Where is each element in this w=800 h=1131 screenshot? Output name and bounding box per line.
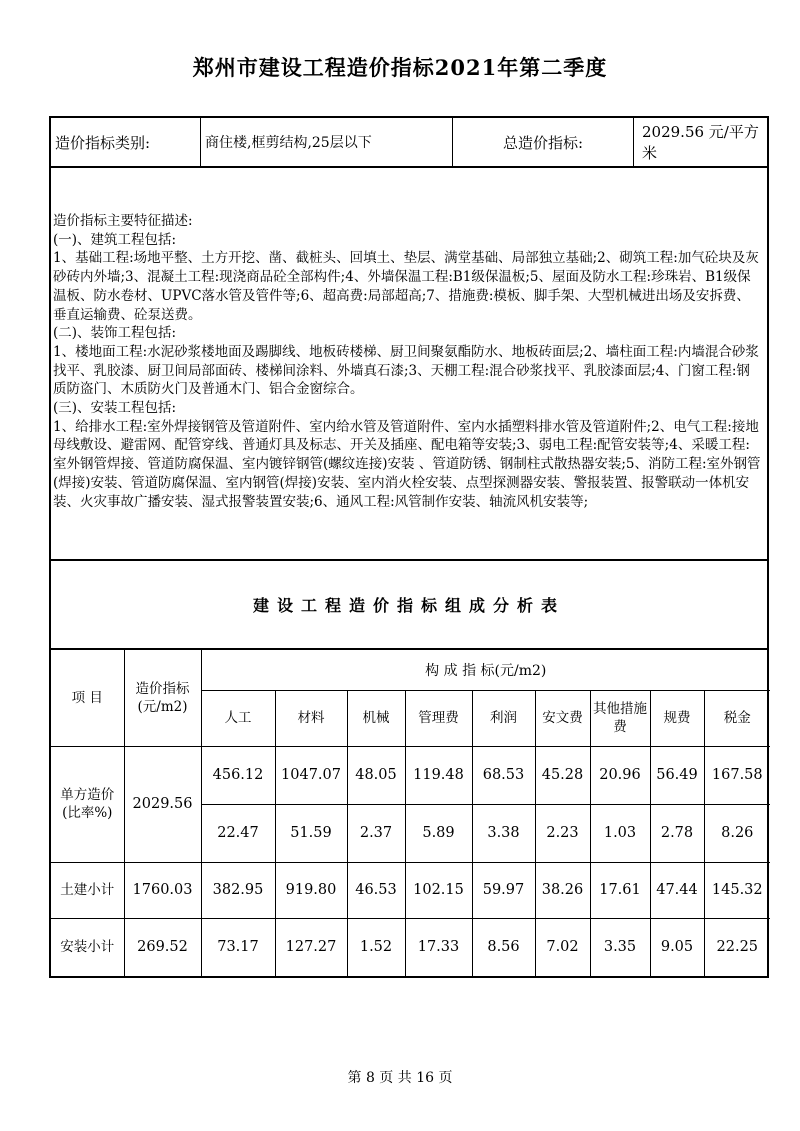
column-header-safety: 安文费 bbox=[535, 690, 590, 746]
index-header: 造价指标(元/m2) bbox=[124, 650, 201, 746]
page-title: 郑州市建设工程造价指标2021年第二季度 bbox=[192, 55, 608, 80]
cost-index-sheet bbox=[49, 116, 769, 978]
table-cell: 17.33 bbox=[405, 918, 472, 976]
table-cell: 56.49 bbox=[650, 746, 704, 804]
table-cell: 102.15 bbox=[405, 862, 472, 918]
civil-subtotal-label: 土建小计 bbox=[51, 862, 124, 918]
column-header-fees: 规费 bbox=[650, 690, 704, 746]
description-line: 造价指标主要特征描述: bbox=[53, 213, 193, 229]
table-cell: 145.32 bbox=[704, 862, 770, 918]
column-header-other-measures: 其他措施费 bbox=[590, 690, 650, 746]
table-cell: 3.38 bbox=[472, 804, 535, 862]
table-cell: 9.05 bbox=[650, 918, 704, 976]
table-cell: 919.80 bbox=[275, 862, 347, 918]
unit-cost-label: 单方造价(比率%) bbox=[51, 746, 124, 862]
page-footer: 第 8 页 共 16 页 bbox=[347, 1070, 453, 1086]
table-cell: 46.53 bbox=[347, 862, 405, 918]
table-cell: 1.03 bbox=[590, 804, 650, 862]
table-cell: 45.28 bbox=[535, 746, 590, 804]
table-cell: 5.89 bbox=[405, 804, 472, 862]
category-label: 造价指标类别: bbox=[51, 118, 201, 166]
table-cell: 382.95 bbox=[201, 862, 275, 918]
install-subtotal-label: 安装小计 bbox=[51, 918, 124, 976]
table-cell: 1047.07 bbox=[275, 746, 347, 804]
table-cell: 127.27 bbox=[275, 918, 347, 976]
analysis-title: 建设工程造价指标组成分析表 bbox=[51, 561, 767, 650]
table-cell: 48.05 bbox=[347, 746, 405, 804]
composition-header: 构 成 指 标(元/m2) bbox=[201, 650, 770, 690]
table-cell: 167.58 bbox=[704, 746, 770, 804]
description-line: (一)、建筑工程包括: bbox=[53, 231, 177, 248]
description-line: 1、基础工程:场地平整、土方开挖、凿、截桩头、回填土、垫层、满堂基础、局部独立基础;2、砌筑工程:加气砼块及灰砂砖内外墙;3、混凝土工程:现浇商品砼全部构件;4、外墙保温工程:B1级保温板;5、屋面及防水工程:珍珠岩、B1级保温板、防水卷材、UPVC落水管及管件等;6、超高费:局部超高;7、措施费:模板、脚手架、大型机械进出场及安拆费、垂直运输费、砼泵送费。 bbox=[53, 250, 759, 323]
unit-cost-index: 2029.56 bbox=[124, 746, 201, 862]
total-value: 2029.56 元/平方米 bbox=[642, 123, 759, 162]
column-header-profit: 利润 bbox=[472, 690, 535, 746]
column-header-material: 材料 bbox=[275, 690, 347, 746]
column-header-labor: 人工 bbox=[201, 690, 275, 746]
analysis-table bbox=[51, 650, 770, 976]
table-cell: 2.23 bbox=[535, 804, 590, 862]
description-line: 1、楼地面工程:水泥砂浆楼地面及踢脚线、地板砖楼梯、厨卫间聚氨酯防水、地板砖面层;2、墙柱面工程:内墙混合砂浆找平、乳胶漆、厨卫间局部面砖、楼梯间涂料、外墙真石漆;3、天棚工程:混合砂浆找平、乳胶漆面层;4、门窗工程:钢质防盗门、木质防火门及普通木门、铝合金窗综合。 bbox=[53, 343, 759, 398]
table-cell: 51.59 bbox=[275, 804, 347, 862]
description-line: (三)、安装工程包括: bbox=[53, 400, 177, 417]
item-header: 项 目 bbox=[51, 650, 124, 746]
install-subtotal-index: 269.52 bbox=[124, 918, 201, 976]
column-header-tax: 税金 bbox=[704, 690, 770, 746]
description-line: 1、给排水工程:室外焊接钢管及管道附件、室内给水管及管道附件、室内水插塑料排水管及管道附件;2、电气工程:接地母线敷设、避雷网、配管穿线、普通灯具及标志、开关及插座、配电箱等安装;3、弱电工程:配管安装等;4、采暖工程:室外钢管焊接、管道防腐保温、室内镀锌钢管(螺纹连接)安装 、管道防锈、钢制柱式散热器安装;5、消防工程:室外钢管(焊接)安装、管道防腐保温、室内钢管(焊接)安装、室内消火栓安装、点型探测器安装、警报装置、报警联动一体机安装、火灾事故广播安装、湿式报警装置安装;6、通风工程:风管制作安装、轴流风机安装等; bbox=[53, 418, 761, 510]
table-cell: 2.37 bbox=[347, 804, 405, 862]
column-header-management: 管理费 bbox=[405, 690, 472, 746]
table-cell: 8.26 bbox=[704, 804, 770, 862]
table-cell: 73.17 bbox=[201, 918, 275, 976]
column-header-machinery: 机械 bbox=[347, 690, 405, 746]
table-cell: 22.47 bbox=[201, 804, 275, 862]
civil-subtotal-index: 1760.03 bbox=[124, 862, 201, 918]
total-label: 总造价指标: bbox=[453, 118, 634, 166]
table-cell: 59.97 bbox=[472, 862, 535, 918]
table-cell: 22.25 bbox=[704, 918, 770, 976]
table-cell: 68.53 bbox=[472, 746, 535, 804]
table-cell: 119.48 bbox=[405, 746, 472, 804]
table-cell: 20.96 bbox=[590, 746, 650, 804]
table-cell: 8.56 bbox=[472, 918, 535, 976]
category-value: 商住楼,框剪结构,25层以下 bbox=[201, 118, 453, 166]
header-row bbox=[51, 118, 767, 168]
table-cell: 47.44 bbox=[650, 862, 704, 918]
description-line: (二)、装饰工程包括: bbox=[53, 325, 177, 342]
table-cell: 456.12 bbox=[201, 746, 275, 804]
table-cell: 1.52 bbox=[347, 918, 405, 976]
table-cell: 2.78 bbox=[650, 804, 704, 862]
table-cell: 17.61 bbox=[590, 862, 650, 918]
table-cell: 7.02 bbox=[535, 918, 590, 976]
feature-description bbox=[51, 168, 767, 561]
table-cell: 3.35 bbox=[590, 918, 650, 976]
table-cell: 38.26 bbox=[535, 862, 590, 918]
